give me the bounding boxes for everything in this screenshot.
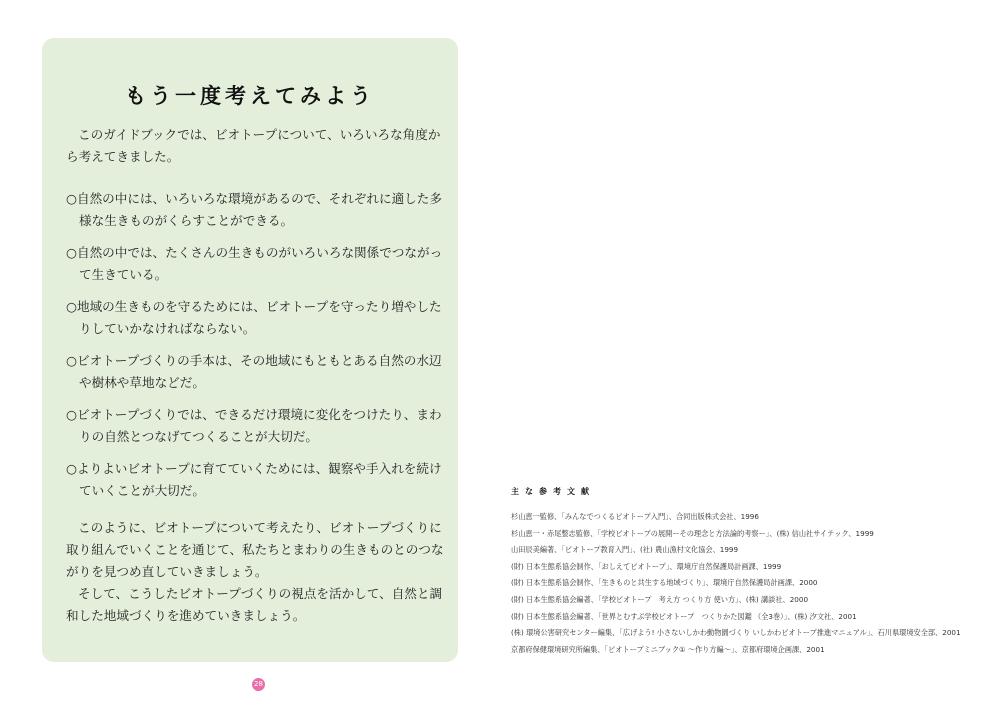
references-heading: 主な参考文献 (511, 487, 595, 496)
page-number: 28 (252, 678, 265, 691)
reference-item: 杉山恵一・赤尾整志監修、「学校ビオトープの展開ーその理念と方法論的考察ー」、(株) 信山社サイテック、1999 (511, 528, 874, 538)
list-item: ○よりよいビオトープに育てていくためには、観察や手入れを続けていくことが大切だ。 (66, 461, 442, 498)
list-item: ○自然の中には、いろいろな環境があるので、それぞれに適した多様な生きものがくらすことができる。 (66, 191, 442, 228)
list-item: ○ビオトープづくりでは、できるだけ環境に変化をつけたり、まわりの自然とつなげてつくることが大切だ。 (66, 407, 442, 444)
page-title: もう一度考えてみよう (125, 84, 375, 108)
list-item: ○自然の中では、たくさんの生きものがいろいろな関係でつながって生きている。 (66, 245, 443, 282)
list-item: ○ビオトープづくりの手本は、その地域にもともとある自然の水辺や樹林や草地などだ。 (66, 353, 442, 390)
reference-item: (株) 環境公害研究センター編集、「広げよう! 小さないしかわ動物園づくり いしかわビオトープ推進マニュアル」、石川県環境安全部、2001 (511, 628, 961, 638)
reference-item: (財) 日本生態系協会制作、「おしえてビオトープ」、環境庁自然保護局計画課、1999 (511, 561, 782, 571)
reference-item: 杉山恵一監修、「みんなでつくるビオトープ入門」、合同出版株式会社、1996 (511, 512, 759, 521)
list-item: ○地域の生きものを守るためには、ビオトープを守ったり増やしたりしていかなければならない。 (66, 299, 442, 336)
closing-paragraph: このように、ビオトープについて考えたり、ビオトープづくりに取り組んでいくことを通じて、私たちとまわりの生きものとのつながりを見つめ直していきましょう。 (66, 520, 444, 579)
closing-section (66, 517, 446, 627)
reference-item: 山田辰美編著、「ビオトープ教育入門」、(社) 農山漁村文化協会、1999 (511, 545, 739, 555)
key-points-list (66, 188, 446, 512)
intro-paragraph: このガイドブックでは、ビオトープについて、いろいろな角度から考えてきました。 (66, 127, 441, 164)
reference-item: (財) 日本生態系協会編著、「学校ビオトープ 考え方 つくり方 使い方」、(株) 講談社、2000 (511, 594, 809, 604)
reference-item: (財) 日本生態系協会制作、「生きものと共生する地域づくり」、環境庁自然保護局計画課、2000 (511, 578, 818, 588)
references-section (511, 486, 981, 661)
reference-item: (財) 日本生態系協会編著、「世界とむすぶ学校ビオトープ つくりかた図鑑 （全3巻）」、(株) 汐文社、2001 (511, 611, 857, 621)
closing-paragraph: そして、こうしたビオトープづくりの視点を活かして、自然と調和した地域づくりを進めていきましょう。 (66, 586, 443, 623)
reference-item: 京都府保健環境研究所編集、「ビオトープミニブック① ～作り方編～」、京都府環境企画課、2001 (511, 644, 825, 654)
